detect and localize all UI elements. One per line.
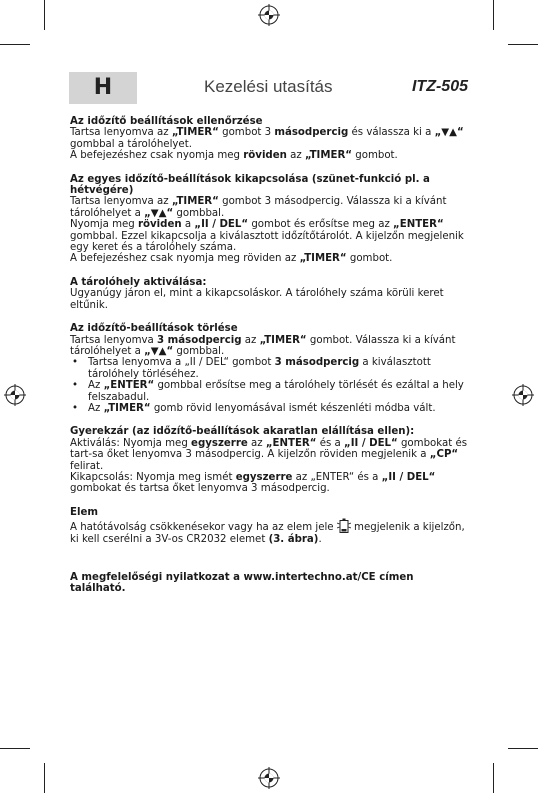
emphasis-text: „II / DEL“ (344, 437, 398, 449)
emphasis-text: másodpercig (274, 127, 349, 139)
list-item (70, 380, 470, 403)
section-title: A tárolóhely aktiválása: (70, 276, 207, 288)
emphasis-text: „TIMER“ (299, 253, 347, 265)
language-code: H (93, 75, 113, 100)
text-run: felirat. (70, 460, 104, 472)
text-run: Aktiválás: Nyomja meg (70, 437, 192, 449)
emphasis-text: (3. ábra) (268, 534, 319, 546)
text-run: gombot és erősítse meg az (248, 219, 394, 231)
text-run: gombot 3 (218, 127, 275, 139)
text-run: gombbal erősítse meg a tárolóhely törlését és ezáltal a hely felszabadul. (88, 380, 464, 403)
text-run: gombbal. Ezzel kikapcsolja a kiválasztott időzítőtárolót. A kijelzőn megjelenik egy keret és a tárolóhely száma. (70, 230, 464, 254)
text-run: Kikapcsolás: Nyomja meg ismét (70, 471, 236, 483)
model-number: ITZ-505 (411, 78, 468, 95)
crop-mark (0, 748, 30, 749)
text-run: gombbal. (173, 207, 225, 219)
paragraph (70, 253, 470, 264)
registration-mark-icon (4, 384, 26, 406)
text-run: megjelenik a kijelzőn, ki kell cserélni a 3V-os CR2032 elemet (70, 522, 465, 546)
emphasis-text: röviden (243, 150, 287, 162)
emphasis-text: röviden (138, 219, 182, 231)
manual-content (70, 116, 470, 594)
battery-low-icon (337, 518, 351, 534)
emphasis-text: 3 másodpercig (157, 334, 242, 346)
language-badge (69, 72, 137, 104)
section (70, 116, 470, 162)
text-run: Tartsa lenyomva (70, 334, 157, 346)
emphasis-text: 3 másodpercig (274, 357, 360, 369)
text-run: Az (88, 402, 104, 414)
section-title: Gyerekzár (az időzítő-beállítások akaratlan elállítása ellen): (70, 426, 415, 438)
text-run: gombokat és tartsa őket lenyomva 3 másodpercig. (70, 483, 330, 495)
emphasis-text: „CP“ (429, 449, 459, 461)
text-run: gombot. Válassza ki a kívánt tárolóhelyet a (70, 334, 456, 357)
registration-mark-icon (258, 767, 280, 789)
bullet-list (70, 357, 470, 414)
crop-mark (493, 763, 494, 793)
text-run: A befejezéshez csak nyomja meg (70, 150, 244, 162)
emphasis-text: „▼▲“ (434, 127, 464, 139)
page-header (69, 72, 470, 104)
crop-mark (508, 44, 538, 45)
paragraph (70, 219, 470, 253)
section-title: Az egyes időzítő-beállítások kikapcsolása (szünet-funkció pl. a hétvégére) (70, 173, 430, 197)
paragraph (70, 127, 470, 150)
emphasis-text: egyszerre (191, 437, 248, 449)
text-run: az (286, 150, 305, 162)
list-item (70, 357, 470, 380)
emphasis-text: „II / DEL“ (194, 219, 249, 231)
emphasis-text: egyszerre (235, 471, 293, 483)
emphasis-text: „ENTER“ (265, 437, 317, 449)
text-run: gombot 3 másodpercig. Válassza ki a kívánt tárolóhelyet a (70, 196, 447, 219)
emphasis-text: „ENTER“ (103, 380, 155, 392)
paragraph (70, 196, 470, 219)
text-run: gombot. (346, 253, 393, 265)
text-run: Tartsa lenyomva az (70, 127, 172, 139)
text-run: gombot. (352, 150, 398, 162)
text-run: a kiválasztott tárolóhely törléséhez. (88, 357, 431, 380)
text-run: Ugyanúgy járon el, mint a kikapcsoláskor. A tárolóhely száma körüli keret eltűnik. (70, 288, 444, 311)
section-title: Elem (70, 506, 98, 518)
emphasis-text: „▼▲“ (144, 207, 174, 219)
conformity-note: A megfelelőségi nyilatkozat a www.intertechno.at/CE címen található. (70, 571, 414, 594)
section (70, 174, 470, 265)
text-run: gombbal. (173, 345, 225, 357)
emphasis-text: „ENTER“ (393, 219, 444, 231)
text-run: az (247, 437, 266, 449)
registration-mark-icon (512, 384, 534, 406)
text-run: A hatótávolság csökkenésekor vagy ha az elem jele (70, 522, 337, 534)
emphasis-text: „TIMER“ (171, 127, 219, 139)
text-run: gombokat és tart-sa őket lenyomva 3 másodpercig. A kijelzőn röviden megjelenik a (70, 437, 468, 461)
page-title: Kezelési utasítás (204, 77, 333, 96)
registration-mark-icon (258, 4, 280, 26)
text-run: az (241, 334, 260, 346)
text-run: Tartsa lenyomva a „II / DEL“ gombot (88, 357, 275, 369)
crop-mark (493, 0, 494, 30)
text-run: . (318, 534, 322, 546)
text-run: Nyomja meg (70, 219, 139, 231)
crop-mark (0, 44, 30, 45)
text-run: és a (316, 437, 345, 449)
section (70, 277, 470, 311)
section (70, 323, 470, 414)
paragraph (70, 150, 470, 161)
section (70, 426, 470, 494)
text-run: A befejezéshez csak nyomja meg röviden az (70, 253, 300, 265)
text-run: az „ENTER“ és a (292, 471, 382, 483)
text-run: gombbal a tárolóhelyet. (70, 138, 192, 150)
emphasis-text: „TIMER“ (171, 196, 219, 208)
section (70, 507, 470, 546)
section-title: Az időzítő beállítások ellenőrzése (70, 116, 263, 127)
list-item (70, 403, 470, 414)
text-run: Tartsa lenyomva az (70, 196, 172, 208)
crop-mark (44, 763, 45, 793)
paragraph (70, 438, 470, 472)
crop-mark (508, 748, 538, 749)
emphasis-text: „TIMER“ (259, 334, 307, 346)
text-run: Az (88, 380, 104, 392)
emphasis-text: „II / DEL“ (381, 471, 436, 483)
text-run: és válassza ki a (348, 127, 435, 139)
crop-mark (44, 0, 45, 30)
paragraph (70, 288, 470, 311)
emphasis-text: „TIMER“ (304, 150, 352, 162)
emphasis-text: „TIMER“ (103, 402, 151, 414)
emphasis-text: „▼▲“ (144, 345, 174, 357)
paragraph (70, 335, 470, 358)
text-run: gomb rövid lenyomásával ismét készenléti módba vált. (150, 402, 436, 414)
section-title: Az időzítő-beállítások törlése (70, 323, 238, 335)
paragraph (70, 518, 470, 545)
paragraph (70, 472, 470, 495)
text-run: a (181, 219, 195, 231)
